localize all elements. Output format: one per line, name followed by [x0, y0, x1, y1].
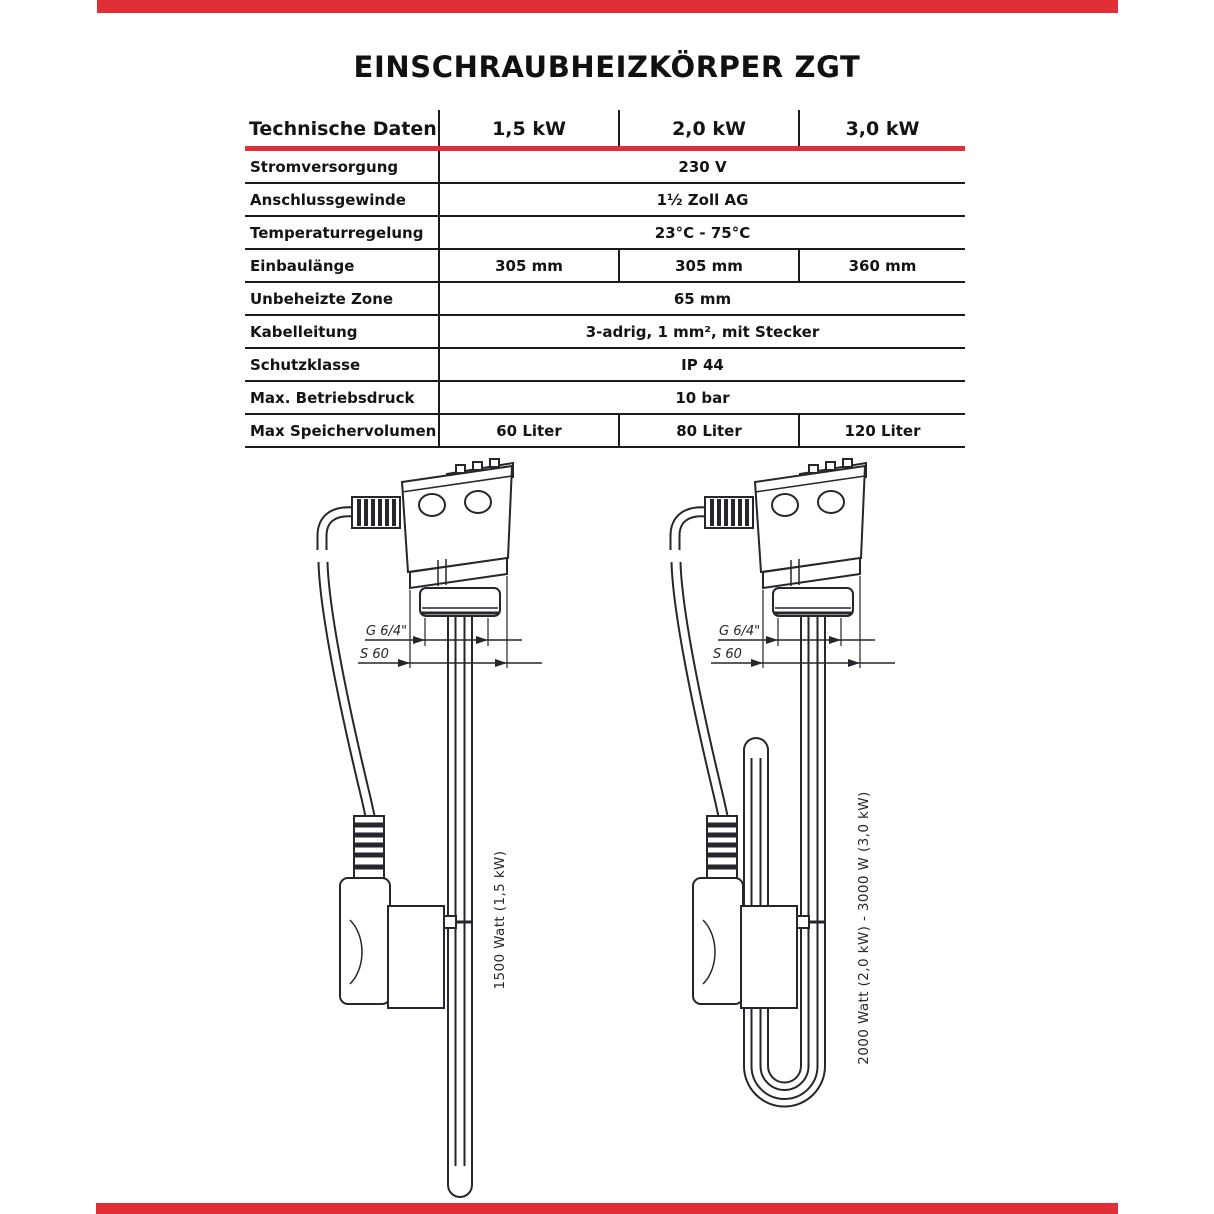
page-title: EINSCHRAUBHEIZKÖRPER ZGT: [353, 50, 861, 84]
spec-row-temperaturregelung: [245, 217, 965, 250]
row-value: IP 44: [681, 355, 724, 374]
top-red-bar: [97, 0, 1118, 13]
row-value-1: 305 mm: [440, 250, 620, 281]
row-value-2: 80 Liter: [620, 415, 800, 446]
row-value: 23°C - 75°C: [654, 223, 751, 242]
row-value: 10 bar: [675, 388, 730, 407]
left-rod-caption: 1500 Watt (1,5 kW): [492, 850, 508, 990]
row-value-3: 360 mm: [848, 256, 917, 275]
row-label: Max. Betriebsdruck: [245, 382, 440, 413]
spec-row-stromversorgung: [245, 151, 965, 184]
row-label: Unbeheizte Zone: [245, 283, 440, 314]
right-loop-caption: 2000 Watt (2,0 kW) - 3000 W (3,0 kW): [856, 791, 872, 1065]
row-label: Max Speichervolumen: [245, 415, 440, 446]
row-label: Einbaulänge: [245, 250, 440, 281]
row-value: 3-adrig, 1 mm², mit Stecker: [585, 322, 820, 341]
spec-row-max-betriebsdruck: [245, 382, 965, 415]
row-label: Stromversorgung: [245, 151, 440, 182]
row-label: Schutzklasse: [245, 349, 440, 380]
spec-row-einbaulaenge: [245, 250, 965, 283]
spec-row-schutzklasse: [245, 349, 965, 382]
row-label: Anschlussgewinde: [245, 184, 440, 215]
header-col-2-0kw: 2,0 kW: [620, 110, 800, 146]
row-value: 230 V: [678, 157, 727, 176]
technical-drawings: [280, 450, 960, 1200]
row-value: 1½ Zoll AG: [656, 190, 749, 209]
header-col-3-0kw: 3,0 kW: [845, 118, 920, 140]
spec-table: [245, 106, 965, 448]
spec-row-unbeheizte-zone: [245, 283, 965, 316]
row-label: Kabelleitung: [245, 316, 440, 347]
row-value-1: 60 Liter: [440, 415, 620, 446]
header-col-1-5kw: 1,5 kW: [440, 110, 620, 146]
header-technische-daten: Technische Daten: [245, 110, 440, 146]
bottom-red-bar: [96, 1203, 1118, 1214]
row-value: 65 mm: [673, 289, 732, 308]
row-value-2: 305 mm: [620, 250, 800, 281]
spec-row-max-speichervolumen: [245, 415, 965, 448]
spec-row-anschlussgewinde: [245, 184, 965, 217]
row-value-3: 120 Liter: [844, 421, 921, 440]
spec-table-header: [245, 106, 965, 146]
row-label: Temperaturregelung: [245, 217, 440, 248]
spec-row-kabelleitung: [245, 316, 965, 349]
